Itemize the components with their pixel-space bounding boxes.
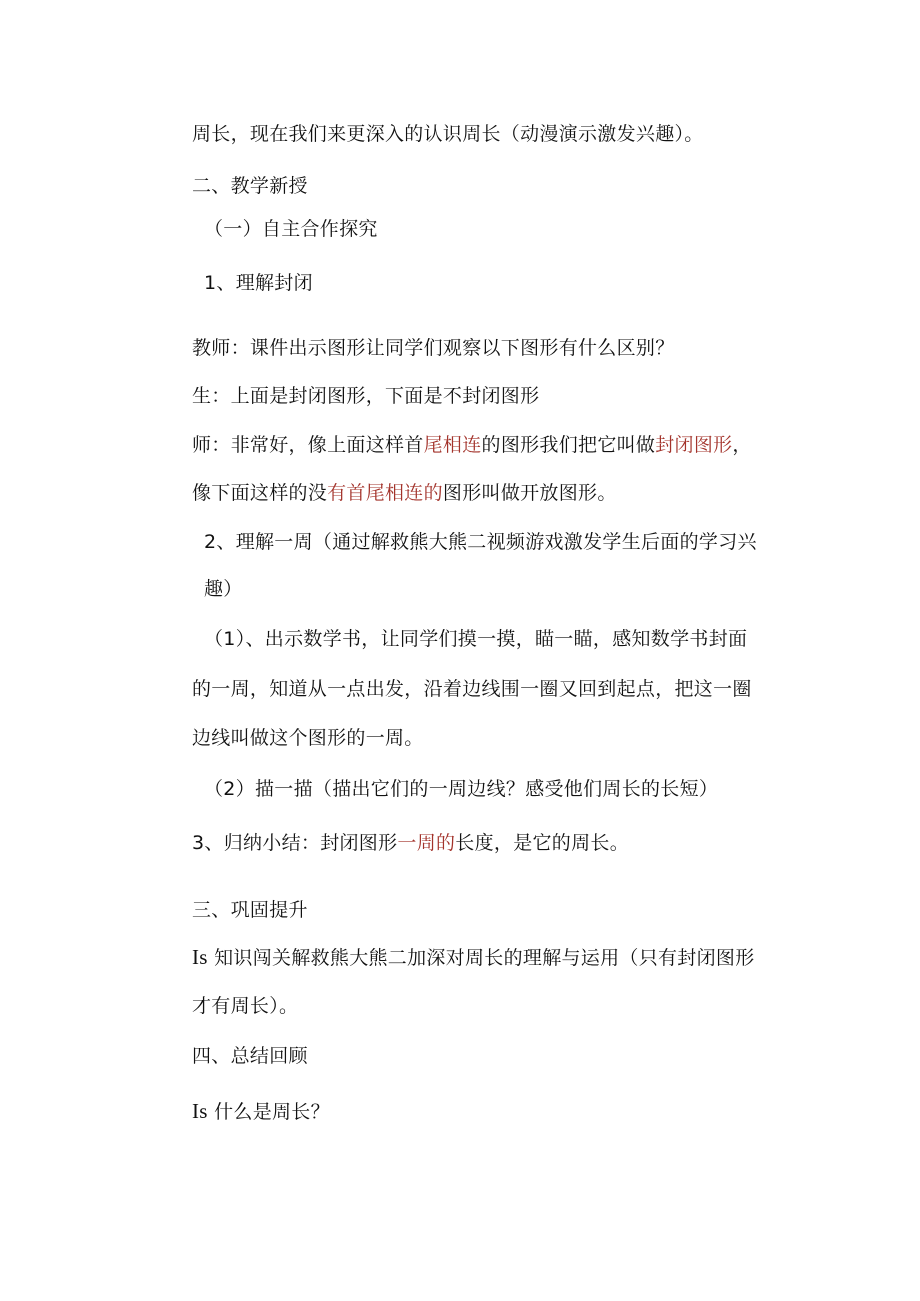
text-segment: 图形叫做开放图形。: [442, 482, 617, 504]
bullet-glyph: Is: [192, 945, 208, 969]
step-2: （2）描一描（描出它们的一周边线？感受他们周长的长短）: [204, 778, 719, 800]
summary-item-3: [192, 830, 629, 856]
practice-line2: 才有周长）。: [192, 995, 299, 1017]
subsection-heading-1: （一）自主合作探究: [204, 218, 378, 240]
highlight-text: 封闭图形: [655, 434, 733, 456]
text-segment: 师：非常好，像上面这样首: [192, 434, 424, 456]
text-segment: 像下面这样的没: [192, 482, 328, 504]
text-segment: 3、归纳小结：封闭图形: [192, 832, 398, 854]
section-heading-4: 四、总结回顾: [192, 1045, 308, 1067]
highlight-text: 尾相连: [423, 434, 482, 456]
item-heading-1: 1、理解封闭: [204, 272, 313, 294]
text-segment: 什么是周长？: [207, 1101, 330, 1123]
teacher-explanation-line2: [192, 480, 617, 506]
step-1-line2: 的一周，知道从一点出发，沿着边线围一圈又回到起点，把这一圈: [192, 678, 752, 700]
highlight-text: 一周的: [397, 832, 456, 854]
practice-line1: [192, 944, 755, 971]
teacher-explanation-line1: [192, 432, 752, 458]
paragraph-intro: 周长，现在我们来更深入的认识周长（动漫演示激发兴趣）。: [192, 123, 704, 145]
bullet-glyph: Is: [192, 1099, 208, 1123]
highlight-text: 有首尾相连的: [327, 482, 443, 504]
text-segment: 长度，是它的周长。: [455, 832, 629, 854]
text-segment: 知识闯关解救熊大熊二加深对周长的理解与运用（只有封闭图形: [207, 947, 755, 969]
item-heading-2-cont: 趣）: [204, 578, 243, 600]
item-heading-2: 2、理解一周（通过解救熊大熊二视频游戏激发学生后面的学习兴: [204, 531, 757, 553]
text-segment: 的图形我们把它叫做: [481, 434, 656, 456]
text-segment: ，: [732, 434, 752, 456]
section-heading-3: 三、巩固提升: [192, 899, 308, 921]
review-question: [192, 1098, 330, 1125]
section-heading-2: 二、教学新授: [192, 175, 308, 197]
step-1-line1: （1）、出示数学书，让同学们摸一摸，瞄一瞄，感知数学书封面: [204, 628, 748, 650]
teacher-question: 教师：课件出示图形让同学们观察以下图形有什么区别？: [192, 337, 675, 359]
student-answer: 生：上面是封闭图形，下面是不封闭图形: [192, 385, 540, 407]
step-1-line3: 边线叫做这个图形的一周。: [192, 727, 424, 749]
